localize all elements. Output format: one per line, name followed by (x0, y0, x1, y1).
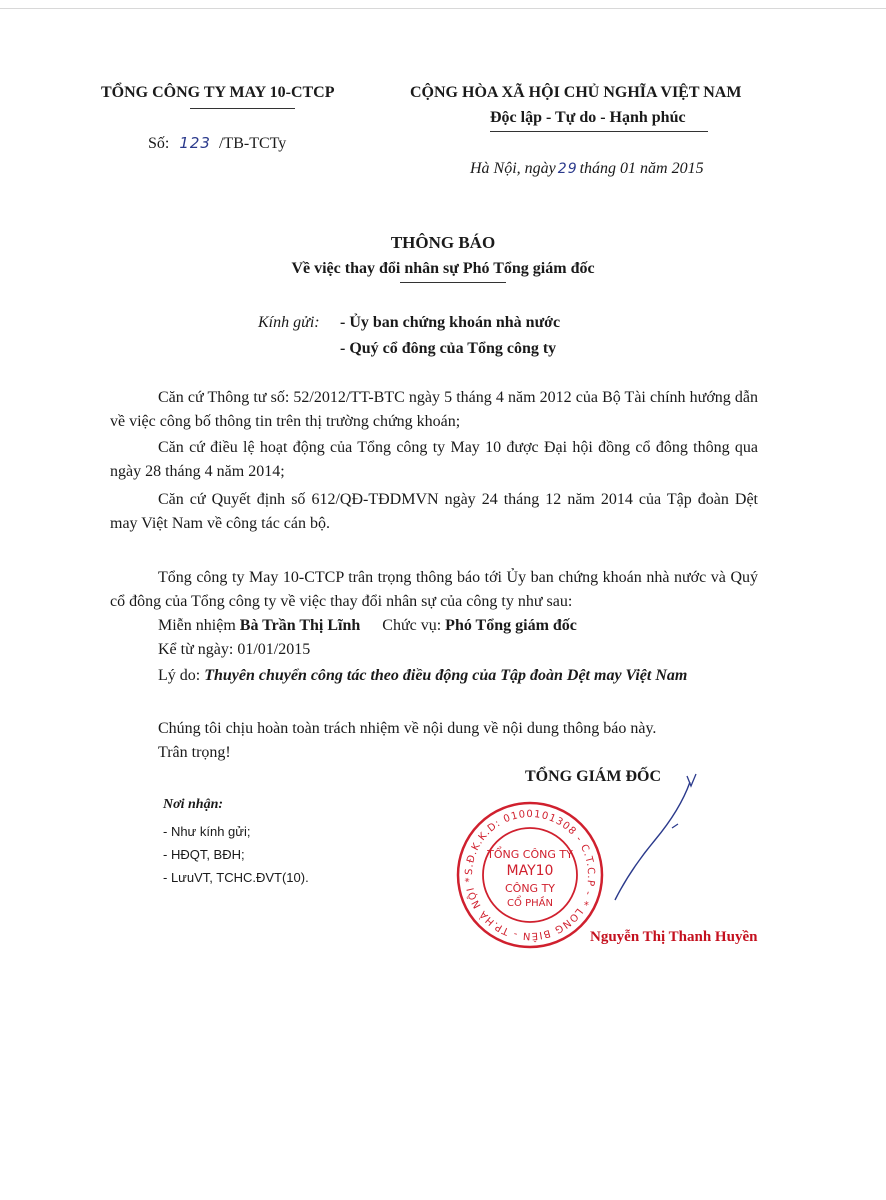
position-label: Chức vụ: (382, 617, 442, 634)
effective-date: Kể từ ngày: 01/01/2015 (158, 641, 311, 658)
company-seal (455, 800, 605, 950)
signature-title: TỔNG GIÁM ĐỐC (525, 768, 661, 785)
seal-ring-text: S.Đ.K.K.D: 0100101308 - C.T.C.P - * LONG BIÊN - TP.HÀ NỘI * (463, 808, 597, 942)
scan-edge-line (0, 8, 886, 9)
dismiss-label: Miễn nhiệm (158, 617, 236, 634)
recipient-item: - Ủy ban chứng khoán nhà nước (340, 314, 561, 331)
subtitle-underline (400, 282, 506, 283)
basis-paragraph-2: Căn cứ điều lệ hoạt động của Tổng công ty May 10 được Đại hội đồng cổ đông thông qua ngày 28 tháng 4 năm 2014; (110, 439, 758, 480)
dismissal-line (158, 614, 577, 638)
company-underline (190, 108, 295, 109)
distribution-label: Nơi nhận: (163, 797, 224, 812)
dismiss-person: Bà Trần Thị Lĩnh (239, 617, 361, 634)
number-prefix: Số: (148, 135, 170, 152)
national-motto: Độc lập - Tự do - Hạnh phúc (490, 109, 686, 126)
responsibility-statement: Chúng tôi chịu hoàn toàn trách nhiệm về nội dung về nội dung thông báo này. (158, 720, 657, 737)
document-date (470, 160, 704, 178)
seal-graphic (455, 800, 605, 950)
basis-paragraph-3: Căn cứ Quyết định số 612/QĐ-TĐDMVN ngày 24 tháng 12 năm 2014 của Tập đoàn Dệt may Việt Nam về công tác cán bộ. (110, 491, 758, 532)
date-prefix: Hà Nội, ngày (470, 160, 556, 177)
signature-stroke (615, 782, 690, 900)
date-suffix: tháng 01 năm 2015 (579, 160, 704, 177)
document-subtitle: Về việc thay đổi nhân sự Phó Tổng giám đốc (291, 260, 595, 277)
position-value: Phó Tổng giám đốc (445, 617, 577, 634)
recipient-item: - Quý cổ đông của Tổng công ty (340, 340, 557, 357)
signer-name: Nguyễn Thị Thanh Huyền (590, 929, 758, 945)
signature-tick (687, 774, 696, 786)
closing-greeting: Trân trọng! (158, 744, 231, 761)
distribution-item: - Như kính gửi; (163, 824, 251, 839)
seal-line-3: CÔNG TY (504, 882, 556, 895)
number-suffix: /TB-TCTy (218, 135, 287, 152)
reason-line (110, 664, 758, 688)
announcement-paragraph: Tổng công ty May 10-CTCP trân trọng thông báo tới Ủy ban chứng khoán nhà nước và Quý cổ đông của Tổng công ty về việc thay đổi nhân sự của công ty như sau: (110, 569, 758, 610)
seal-line-4: CỔ PHẦN (507, 898, 553, 909)
signature-stroke-small (672, 824, 678, 828)
reason-value: Thuyên chuyển công tác theo điều động của Tập đoàn Dệt may Việt Nam (204, 667, 688, 684)
reason-label: Lý do: (158, 667, 201, 684)
number-handwritten: 123 (179, 134, 211, 152)
date-day-handwritten: 29 (557, 161, 578, 177)
seal-line-1: TỔNG CÔNG TY (487, 848, 573, 861)
distribution-item: - HĐQT, BĐH; (163, 847, 245, 862)
basis-paragraph-1: Căn cứ Thông tư số: 52/2012/TT-BTC ngày 5 tháng 4 năm 2012 của Bộ Tài chính hướng dẫn về việc công bố thông tin trên thị trường chứng khoán; (110, 389, 758, 430)
motto-underline (490, 131, 708, 132)
country-name: CỘNG HÒA XÃ HỘI CHỦ NGHĨA VIỆT NAM (410, 84, 742, 101)
distribution-item: - LưuVT, TCHC.ĐVT(10). (163, 870, 309, 885)
document-number (148, 134, 286, 153)
company-name: TỔNG CÔNG TY MAY 10-CTCP (101, 84, 335, 101)
document-title: THÔNG BÁO (390, 233, 496, 252)
recipients-label: Kính gửi: (258, 314, 320, 331)
seal-line-2: MAY10 (506, 863, 554, 879)
distribution-list (163, 820, 309, 889)
